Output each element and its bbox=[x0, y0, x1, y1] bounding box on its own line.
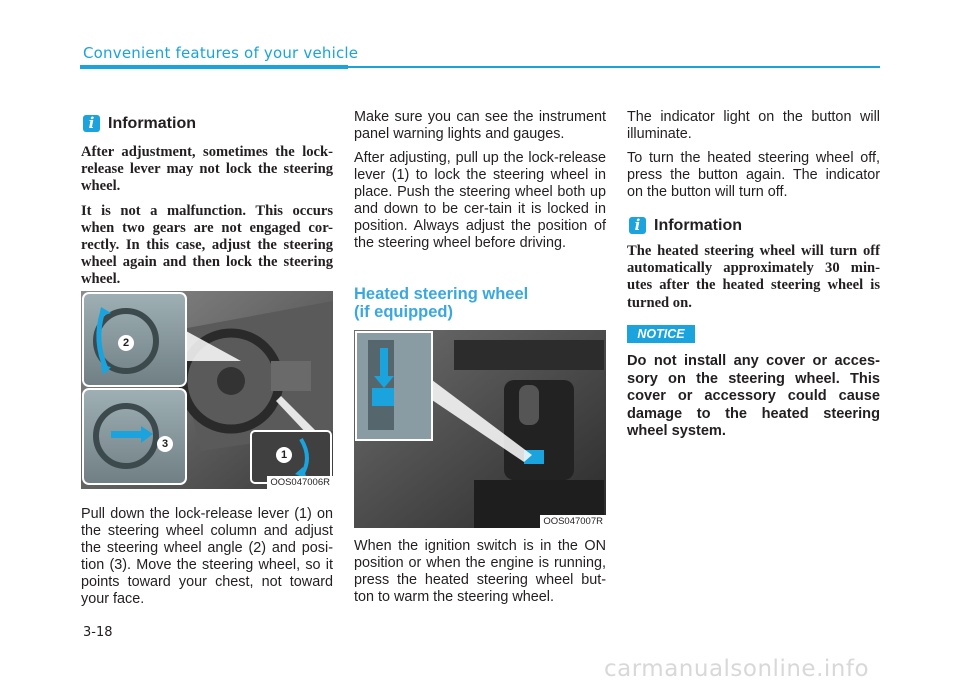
info-heading: Information bbox=[654, 217, 742, 234]
section-heading bbox=[354, 285, 606, 321]
page-number: 3-18 bbox=[83, 625, 113, 640]
column-2-text bbox=[354, 109, 606, 259]
body-paragraph: The indicator light on the button will illuminate. bbox=[627, 109, 880, 142]
heated-wheel-illustration bbox=[354, 330, 606, 528]
body-paragraph: Make sure you can see the instrument panel warning lights and gauges. bbox=[354, 109, 606, 142]
section-heading-line: (if equipped) bbox=[354, 303, 453, 321]
photo-caption: OOS047007R bbox=[540, 515, 606, 528]
body-paragraph: After adjusting, pull up the lock-release lever (1) to lock the steering wheel in place. Push the steering wheel both up and down to be cer-tain it is locked in position. Always adjust the position of the steering wheel before driving. bbox=[354, 150, 606, 251]
body-paragraph: Pull down the lock-release lever (1) on the steering wheel column and adjust the steering wheel angle (2) and posi-tion (3). Move the steering wheel, so it points toward your chest, not toward your face. bbox=[81, 506, 333, 607]
callout-2: 2 bbox=[118, 335, 134, 351]
info-icon: i bbox=[629, 217, 646, 234]
callout-3: 3 bbox=[157, 436, 173, 452]
photo-caption: OOS047006R bbox=[267, 476, 333, 489]
steering-adjustment-photo bbox=[81, 291, 333, 489]
heated-wheel-photo bbox=[354, 330, 606, 528]
info-paragraph: The heated steering wheel will turn off automatically approximately 30 min-utes after the heated steering wheel is turned on. bbox=[627, 243, 880, 311]
info-paragraph: After adjustment, sometimes the lock-release lever may not lock the steering wheel. bbox=[81, 144, 333, 195]
body-paragraph: When the ignition switch is in the ON position or when the engine is running, press the heated steering wheel but-ton to warm the steering wheel. bbox=[354, 538, 606, 605]
header-rule-accent bbox=[80, 65, 348, 69]
info-paragraph: It is not a malfunction. This occurs when two gears are not engaged cor-rectly. In this case, adjust the steering wheel again and then lock the steering wheel. bbox=[81, 202, 333, 288]
section-heading-line: Heated steering wheel bbox=[354, 285, 529, 303]
header-rule bbox=[348, 66, 880, 68]
body-paragraph: To turn the heated steering wheel off, press the button again. The indicator on the button will turn off. bbox=[627, 150, 880, 200]
notice-badge: NOTICE bbox=[627, 325, 695, 343]
notice-text: Do not install any cover or acces-sory on the steering wheel. This cover or accessory could cause damage to the heated steering wheel system. bbox=[627, 353, 880, 439]
info-heading: Information bbox=[108, 115, 196, 132]
chapter-title: Convenient features of your vehicle bbox=[83, 44, 359, 62]
steering-adjustment-illustration bbox=[81, 291, 333, 489]
info-box bbox=[81, 144, 333, 296]
callout-1: 1 bbox=[276, 447, 292, 463]
info-icon: i bbox=[83, 115, 100, 132]
column-3-text bbox=[627, 109, 880, 208]
watermark: carmanualsonline.info bbox=[604, 656, 870, 682]
